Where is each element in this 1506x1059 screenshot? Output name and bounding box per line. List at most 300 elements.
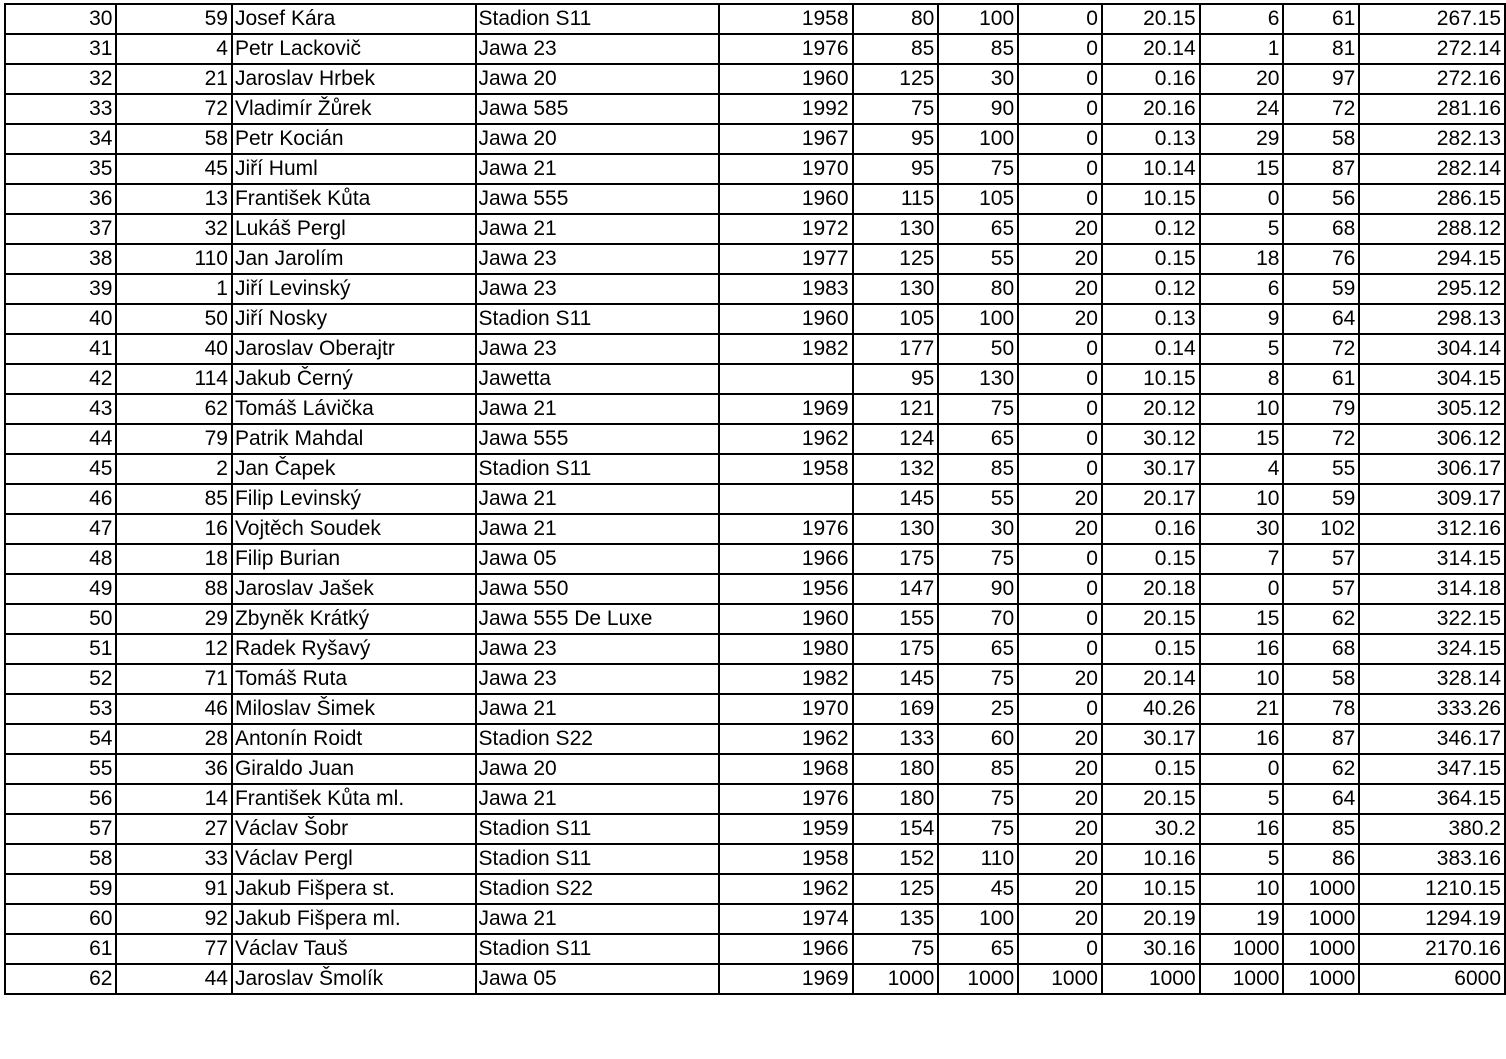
table-row [5,334,1505,364]
penalty-cell: 0 [1018,334,1102,364]
points-3-cell: 5 [1200,214,1284,244]
start-number-cell: 2 [116,454,232,484]
table-row [5,124,1505,154]
year-cell: 1958 [719,454,852,484]
points-1-cell: 133 [853,724,939,754]
penalty-cell: 20 [1018,724,1102,754]
points-2-cell: 75 [938,664,1018,694]
points-4-cell: 61 [1283,4,1359,34]
points-4-cell: 68 [1283,634,1359,664]
start-number-cell: 85 [116,484,232,514]
total-cell: 282.14 [1359,154,1505,184]
penalty-cell: 20 [1018,664,1102,694]
points-2-cell: 55 [938,484,1018,514]
points-2-cell: 100 [938,124,1018,154]
penalty-cell: 20 [1018,514,1102,544]
table-row [5,814,1505,844]
penalty-cell: 1000 [1018,964,1102,994]
rider-name-cell: Tomáš Ruta [232,664,476,694]
time-cell: 40.26 [1102,694,1200,724]
points-2-cell: 25 [938,694,1018,724]
points-1-cell: 147 [853,574,939,604]
points-2-cell: 75 [938,154,1018,184]
points-3-cell: 10 [1200,664,1284,694]
rank-cell: 56 [5,784,116,814]
rider-name-cell: Jan Čapek [232,454,476,484]
points-1-cell: 177 [853,334,939,364]
year-cell: 1969 [719,964,852,994]
points-3-cell: 7 [1200,544,1284,574]
time-cell: 20.16 [1102,94,1200,124]
table-row [5,874,1505,904]
points-4-cell: 55 [1283,454,1359,484]
penalty-cell: 0 [1018,394,1102,424]
table-row [5,94,1505,124]
motorcycle-cell: Jawa 21 [476,484,720,514]
table-row [5,904,1505,934]
penalty-cell: 20 [1018,874,1102,904]
total-cell: 272.14 [1359,34,1505,64]
motorcycle-cell: Jawa 21 [476,214,720,244]
start-number-cell: 13 [116,184,232,214]
rider-name-cell: Petr Lackovič [232,34,476,64]
rank-cell: 37 [5,214,116,244]
points-2-cell: 1000 [938,964,1018,994]
points-3-cell: 21 [1200,694,1284,724]
year-cell: 1966 [719,934,852,964]
rank-cell: 54 [5,724,116,754]
motorcycle-cell: Jawa 20 [476,64,720,94]
table-row [5,964,1505,994]
year-cell [719,484,852,514]
points-1-cell: 132 [853,454,939,484]
rider-name-cell: Jaroslav Oberajtr [232,334,476,364]
rank-cell: 59 [5,874,116,904]
year-cell: 1966 [719,544,852,574]
rider-name-cell: Petr Kocián [232,124,476,154]
time-cell: 10.15 [1102,874,1200,904]
points-2-cell: 75 [938,784,1018,814]
time-cell: 0.15 [1102,754,1200,784]
time-cell: 20.17 [1102,484,1200,514]
time-cell: 30.2 [1102,814,1200,844]
total-cell: 286.15 [1359,184,1505,214]
points-4-cell: 102 [1283,514,1359,544]
year-cell: 1977 [719,244,852,274]
points-4-cell: 97 [1283,64,1359,94]
time-cell: 0.16 [1102,514,1200,544]
penalty-cell: 20 [1018,244,1102,274]
motorcycle-cell: Stadion S11 [476,304,720,334]
penalty-cell: 20 [1018,814,1102,844]
year-cell: 1982 [719,664,852,694]
rider-name-cell: Jakub Černý [232,364,476,394]
points-3-cell: 1000 [1200,964,1284,994]
time-cell: 30.16 [1102,934,1200,964]
time-cell: 30.17 [1102,454,1200,484]
points-3-cell: 4 [1200,454,1284,484]
points-4-cell: 1000 [1283,934,1359,964]
penalty-cell: 0 [1018,184,1102,214]
points-4-cell: 72 [1283,94,1359,124]
rank-cell: 34 [5,124,116,154]
rider-name-cell: Jaroslav Šmolík [232,964,476,994]
points-2-cell: 50 [938,334,1018,364]
start-number-cell: 44 [116,964,232,994]
time-cell: 0.13 [1102,304,1200,334]
points-3-cell: 6 [1200,4,1284,34]
points-1-cell: 95 [853,364,939,394]
start-number-cell: 62 [116,394,232,424]
year-cell: 1982 [719,334,852,364]
start-number-cell: 50 [116,304,232,334]
time-cell: 1000 [1102,964,1200,994]
total-cell: 282.13 [1359,124,1505,154]
table-row [5,844,1505,874]
rank-cell: 52 [5,664,116,694]
total-cell: 306.12 [1359,424,1505,454]
points-1-cell: 1000 [853,964,939,994]
points-1-cell: 155 [853,604,939,634]
rank-cell: 30 [5,4,116,34]
time-cell: 10.15 [1102,364,1200,394]
rider-name-cell: Jiří Huml [232,154,476,184]
time-cell: 0.14 [1102,334,1200,364]
total-cell: 333.26 [1359,694,1505,724]
table-row [5,424,1505,454]
start-number-cell: 4 [116,34,232,64]
points-1-cell: 125 [853,64,939,94]
points-3-cell: 1000 [1200,934,1284,964]
rider-name-cell: Jiří Nosky [232,304,476,334]
total-cell: 2170.16 [1359,934,1505,964]
start-number-cell: 36 [116,754,232,784]
table-row [5,154,1505,184]
rank-cell: 32 [5,64,116,94]
motorcycle-cell: Jawa 21 [476,784,720,814]
rider-name-cell: Tomáš Lávička [232,394,476,424]
points-2-cell: 75 [938,814,1018,844]
points-4-cell: 58 [1283,664,1359,694]
year-cell: 1962 [719,424,852,454]
points-4-cell: 59 [1283,484,1359,514]
points-3-cell: 18 [1200,244,1284,274]
time-cell: 20.18 [1102,574,1200,604]
points-1-cell: 75 [853,94,939,124]
rank-cell: 35 [5,154,116,184]
rider-name-cell: Lukáš Pergl [232,214,476,244]
year-cell: 1958 [719,4,852,34]
points-2-cell: 70 [938,604,1018,634]
year-cell: 1969 [719,394,852,424]
table-row [5,4,1505,34]
motorcycle-cell: Jawa 21 [476,904,720,934]
total-cell: 306.17 [1359,454,1505,484]
year-cell: 1992 [719,94,852,124]
points-1-cell: 135 [853,904,939,934]
total-cell: 322.15 [1359,604,1505,634]
start-number-cell: 18 [116,544,232,574]
points-1-cell: 175 [853,544,939,574]
points-2-cell: 110 [938,844,1018,874]
start-number-cell: 92 [116,904,232,934]
points-2-cell: 100 [938,4,1018,34]
points-4-cell: 1000 [1283,904,1359,934]
start-number-cell: 40 [116,334,232,364]
rank-cell: 57 [5,814,116,844]
total-cell: 298.13 [1359,304,1505,334]
points-2-cell: 55 [938,244,1018,274]
start-number-cell: 45 [116,154,232,184]
points-2-cell: 65 [938,634,1018,664]
total-cell: 314.18 [1359,574,1505,604]
points-3-cell: 20 [1200,64,1284,94]
points-3-cell: 15 [1200,154,1284,184]
motorcycle-cell: Jawa 555 De Luxe [476,604,720,634]
points-1-cell: 121 [853,394,939,424]
start-number-cell: 91 [116,874,232,904]
points-3-cell: 1 [1200,34,1284,64]
points-3-cell: 5 [1200,334,1284,364]
rider-name-cell: Filip Burian [232,544,476,574]
table-row [5,34,1505,64]
rank-cell: 53 [5,694,116,724]
table-row [5,214,1505,244]
table-row [5,634,1505,664]
motorcycle-cell: Jawa 23 [476,334,720,364]
points-1-cell: 154 [853,814,939,844]
points-2-cell: 85 [938,754,1018,784]
year-cell: 1970 [719,154,852,184]
points-1-cell: 125 [853,244,939,274]
total-cell: 272.16 [1359,64,1505,94]
total-cell: 304.15 [1359,364,1505,394]
year-cell [719,364,852,394]
points-3-cell: 15 [1200,604,1284,634]
penalty-cell: 0 [1018,934,1102,964]
points-4-cell: 58 [1283,124,1359,154]
time-cell: 10.15 [1102,184,1200,214]
start-number-cell: 46 [116,694,232,724]
points-2-cell: 65 [938,424,1018,454]
points-2-cell: 60 [938,724,1018,754]
motorcycle-cell: Stadion S11 [476,814,720,844]
points-3-cell: 10 [1200,874,1284,904]
motorcycle-cell: Jawa 20 [476,754,720,784]
points-1-cell: 130 [853,214,939,244]
points-1-cell: 152 [853,844,939,874]
motorcycle-cell: Stadion S11 [476,4,720,34]
rank-cell: 49 [5,574,116,604]
rank-cell: 40 [5,304,116,334]
penalty-cell: 0 [1018,364,1102,394]
rider-name-cell: Vladimír Žůrek [232,94,476,124]
rank-cell: 50 [5,604,116,634]
motorcycle-cell: Jawa 555 [476,424,720,454]
points-4-cell: 78 [1283,694,1359,724]
motorcycle-cell: Stadion S11 [476,454,720,484]
rider-name-cell: Patrik Mahdal [232,424,476,454]
points-3-cell: 16 [1200,814,1284,844]
total-cell: 383.16 [1359,844,1505,874]
motorcycle-cell: Stadion S11 [476,934,720,964]
points-3-cell: 10 [1200,484,1284,514]
points-4-cell: 1000 [1283,874,1359,904]
total-cell: 328.14 [1359,664,1505,694]
points-4-cell: 72 [1283,334,1359,364]
total-cell: 305.12 [1359,394,1505,424]
table-row [5,274,1505,304]
table-row [5,514,1505,544]
points-3-cell: 5 [1200,784,1284,814]
points-2-cell: 80 [938,274,1018,304]
rider-name-cell: Vojtěch Soudek [232,514,476,544]
rank-cell: 41 [5,334,116,364]
table-row [5,544,1505,574]
points-3-cell: 29 [1200,124,1284,154]
motorcycle-cell: Jawa 23 [476,244,720,274]
table-row [5,304,1505,334]
table-row [5,604,1505,634]
rider-name-cell: Jan Jarolím [232,244,476,274]
rider-name-cell: Radek Ryšavý [232,634,476,664]
year-cell: 1960 [719,604,852,634]
table-row [5,394,1505,424]
time-cell: 20.14 [1102,34,1200,64]
penalty-cell: 20 [1018,214,1102,244]
points-1-cell: 130 [853,274,939,304]
points-4-cell: 79 [1283,394,1359,424]
motorcycle-cell: Jawa 20 [476,124,720,154]
rider-name-cell: Václav Pergl [232,844,476,874]
time-cell: 20.14 [1102,664,1200,694]
rank-cell: 38 [5,244,116,274]
points-4-cell: 56 [1283,184,1359,214]
points-3-cell: 24 [1200,94,1284,124]
points-1-cell: 80 [853,4,939,34]
points-1-cell: 125 [853,874,939,904]
time-cell: 20.12 [1102,394,1200,424]
points-3-cell: 6 [1200,274,1284,304]
motorcycle-cell: Jawa 585 [476,94,720,124]
penalty-cell: 0 [1018,604,1102,634]
table-row [5,784,1505,814]
time-cell: 0.15 [1102,634,1200,664]
motorcycle-cell: Jawa 05 [476,964,720,994]
points-4-cell: 85 [1283,814,1359,844]
rank-cell: 47 [5,514,116,544]
points-1-cell: 169 [853,694,939,724]
points-4-cell: 61 [1283,364,1359,394]
points-4-cell: 87 [1283,154,1359,184]
penalty-cell: 0 [1018,454,1102,484]
points-4-cell: 64 [1283,784,1359,814]
rider-name-cell: Filip Levinský [232,484,476,514]
motorcycle-cell: Jawa 550 [476,574,720,604]
points-3-cell: 19 [1200,904,1284,934]
points-3-cell: 10 [1200,394,1284,424]
rank-cell: 42 [5,364,116,394]
rank-cell: 48 [5,544,116,574]
motorcycle-cell: Stadion S11 [476,844,720,874]
rider-name-cell: František Kůta [232,184,476,214]
rider-name-cell: Václav Tauš [232,934,476,964]
time-cell: 0.12 [1102,274,1200,304]
rider-name-cell: Giraldo Juan [232,754,476,784]
start-number-cell: 72 [116,94,232,124]
points-2-cell: 65 [938,214,1018,244]
total-cell: 314.15 [1359,544,1505,574]
points-4-cell: 76 [1283,244,1359,274]
points-4-cell: 87 [1283,724,1359,754]
start-number-cell: 59 [116,4,232,34]
points-3-cell: 16 [1200,634,1284,664]
table-row [5,724,1505,754]
rank-cell: 39 [5,274,116,304]
start-number-cell: 114 [116,364,232,394]
rider-name-cell: Jaroslav Jašek [232,574,476,604]
points-3-cell: 15 [1200,424,1284,454]
time-cell: 20.15 [1102,4,1200,34]
penalty-cell: 0 [1018,694,1102,724]
points-1-cell: 130 [853,514,939,544]
year-cell: 1960 [719,184,852,214]
year-cell: 1962 [719,724,852,754]
start-number-cell: 21 [116,64,232,94]
points-2-cell: 75 [938,394,1018,424]
penalty-cell: 20 [1018,784,1102,814]
year-cell: 1968 [719,754,852,784]
start-number-cell: 27 [116,814,232,844]
rank-cell: 62 [5,964,116,994]
points-3-cell: 0 [1200,574,1284,604]
table-row [5,364,1505,394]
motorcycle-cell: Jawa 23 [476,34,720,64]
points-4-cell: 62 [1283,604,1359,634]
time-cell: 20.19 [1102,904,1200,934]
points-4-cell: 64 [1283,304,1359,334]
start-number-cell: 88 [116,574,232,604]
points-2-cell: 45 [938,874,1018,904]
time-cell: 20.15 [1102,784,1200,814]
total-cell: 294.15 [1359,244,1505,274]
time-cell: 10.14 [1102,154,1200,184]
total-cell: 288.12 [1359,214,1505,244]
motorcycle-cell: Jawa 21 [476,394,720,424]
points-2-cell: 90 [938,574,1018,604]
year-cell: 1974 [719,904,852,934]
table-row [5,664,1505,694]
total-cell: 295.12 [1359,274,1505,304]
table-row [5,244,1505,274]
penalty-cell: 0 [1018,424,1102,454]
motorcycle-cell: Jawa 05 [476,544,720,574]
points-4-cell: 59 [1283,274,1359,304]
start-number-cell: 1 [116,274,232,304]
rider-name-cell: František Kůta ml. [232,784,476,814]
total-cell: 1210.15 [1359,874,1505,904]
points-1-cell: 75 [853,934,939,964]
rider-name-cell: Josef Kára [232,4,476,34]
year-cell: 1960 [719,64,852,94]
start-number-cell: 12 [116,634,232,664]
total-cell: 347.15 [1359,754,1505,784]
table-row [5,64,1505,94]
rider-name-cell: Jiří Levinský [232,274,476,304]
table-row [5,694,1505,724]
start-number-cell: 29 [116,604,232,634]
year-cell: 1960 [719,304,852,334]
